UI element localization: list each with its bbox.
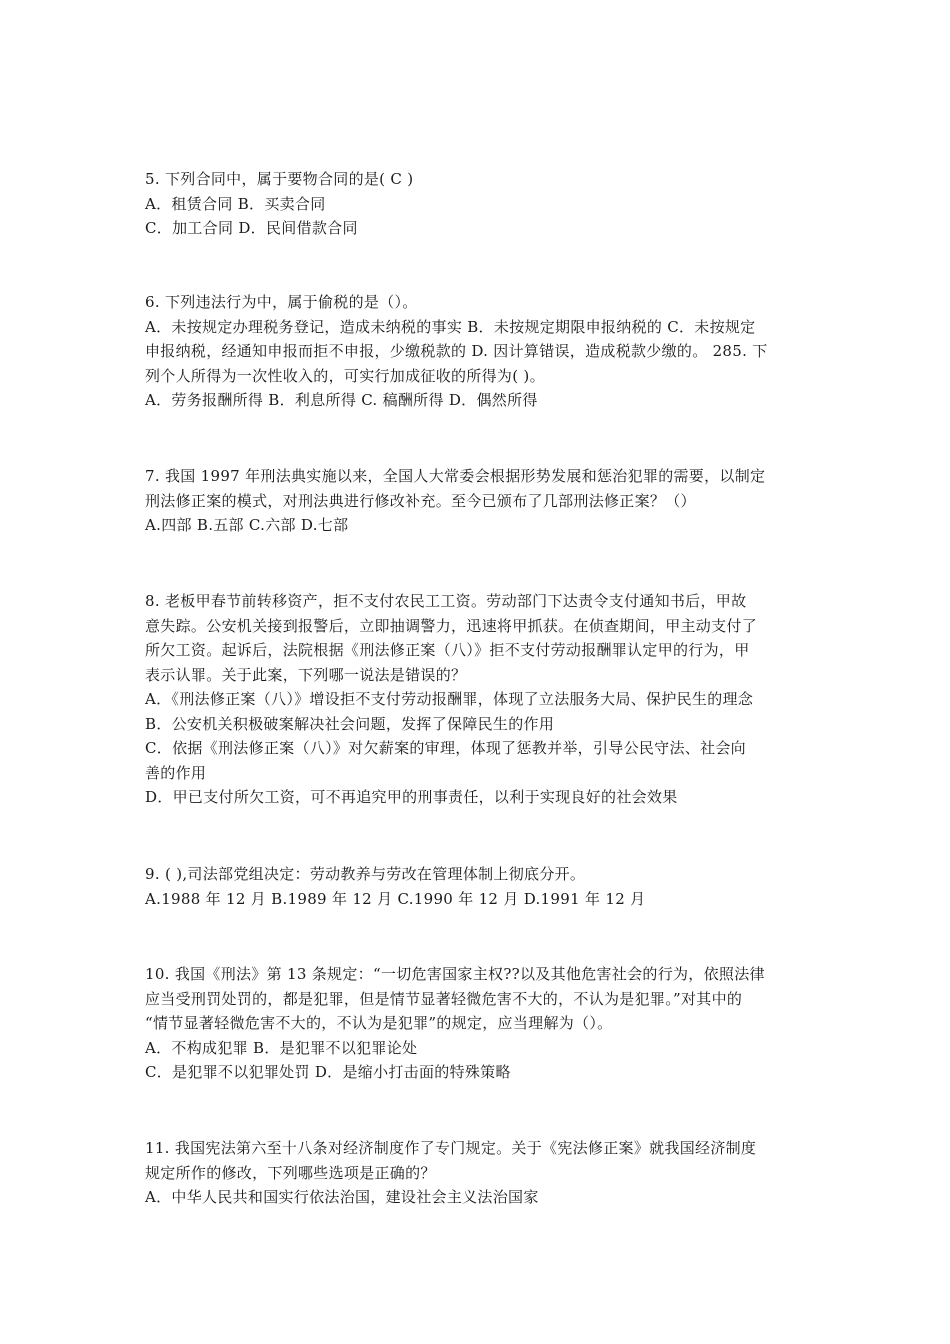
- question-5: [145, 167, 810, 241]
- question-line: 8. 老板甲春节前转移资产，拒不支付农民工工资。劳动部门下达责令支付通知书后，甲故: [145, 592, 747, 610]
- question-line: 所欠工资。起诉后，法院根据《刑法修正案（八）》拒不支付劳动报酬罪认定甲的行为，甲: [145, 641, 750, 659]
- question-line: “情节显著轻微危害不大的，不认为是犯罪”的规定，应当理解为（）。: [145, 1014, 613, 1032]
- question-9: [145, 862, 810, 911]
- question-line: A．中华人民共和国实行依法治国，建设社会主义法治国家: [145, 1188, 539, 1206]
- question-7: [145, 464, 810, 538]
- question-6: [145, 290, 810, 413]
- question-line: A．《刑法修正案（八）》增设拒不支付劳动报酬罪，体现了立法服务大局、保护民生的理念: [145, 690, 754, 708]
- question-line: A．不构成犯罪 B．是犯罪不以犯罪论处: [145, 1038, 418, 1057]
- question-line: 9. ( ),司法部党组决定：劳动教养与劳改在管理体制上彻底分开。: [145, 865, 586, 883]
- question-line: 6. 下列违法行为中，属于偷税的是（）。: [145, 293, 418, 311]
- question-line: 列个人所得为一次性收入的，可实行加成征收的所得为( )。: [145, 366, 545, 385]
- question-line: 规定所作的修改，下列哪些选项是正确的？: [145, 1163, 436, 1182]
- question-line: 表示认罪。关于此案，下列哪一说法是错误的？: [145, 665, 467, 684]
- question-line: A．未按规定办理税务登记，造成未纳税的事实 B．未按规定期限申报纳税的 C．未按规定: [145, 317, 756, 336]
- question-line: A．劳务报酬所得 B．利息所得 C. 稿酬所得 D．偶然所得: [145, 391, 538, 409]
- question-line: D．甲已支付所欠工资，可不再追究甲的刑事责任，以利于实现良好的社会效果: [145, 788, 678, 806]
- question-line: A．租赁合同 B．买卖合同: [145, 194, 326, 213]
- question-line: 善的作用: [145, 763, 207, 782]
- question-8: [145, 589, 810, 810]
- question-line: 申报纳税，经通知申报而拒不申报，少缴税款的 D. 因计算错误，造成税款少缴的。 285. 下: [145, 342, 768, 360]
- question-line: 刑法修正案的模式，对刑法典进行修改补充。至今已颁布了几部刑法修正案？（）: [145, 491, 696, 510]
- question-line: C．依据《刑法修正案（八）》对欠薪案的审理，体现了惩教并举，引导公民守法、社会向: [145, 739, 746, 757]
- question-line: A.1988 年 12 月 B.1989 年 12 月 C.1990 年 12 月 D.1991 年 12 月: [145, 889, 646, 908]
- question-line: C．加工合同 D．民间借款合同: [145, 219, 358, 237]
- question-line: 10. 我国《刑法》第 13 条规定：“一切危害国家主权??以及其他危害社会的行为，依照法律: [145, 965, 765, 983]
- question-11: [145, 1136, 810, 1210]
- question-line: 5. 下列合同中，属于要物合同的是( C ): [145, 170, 414, 188]
- question-line: 意失踪。公安机关接到报警后，立即抽调警力，迅速将甲抓获。在侦查期间，甲主动支付了: [145, 616, 758, 635]
- question-line: B．公安机关积极破案解决社会问题，发挥了保障民生的作用: [145, 714, 555, 733]
- question-line: 11. 我国宪法第六至十八条对经济制度作了专门规定。关于《宪法修正案》就我国经济制度: [145, 1139, 757, 1157]
- question-line: 7. 我国 1997 年刑法典实施以来，全国人大常委会根据形势发展和惩治犯罪的需要，以制定: [145, 467, 766, 485]
- question-line: 应当受刑罚处罚的，都是犯罪，但是情节显著轻微危害不大的，不认为是犯罪。”对其中的: [145, 989, 743, 1008]
- question-line: A.四部 B.五部 C.六部 D.七部: [145, 516, 349, 534]
- question-10: [145, 962, 810, 1085]
- question-line: C．是犯罪不以犯罪处罚 D．是缩小打击面的特殊策略: [145, 1063, 511, 1081]
